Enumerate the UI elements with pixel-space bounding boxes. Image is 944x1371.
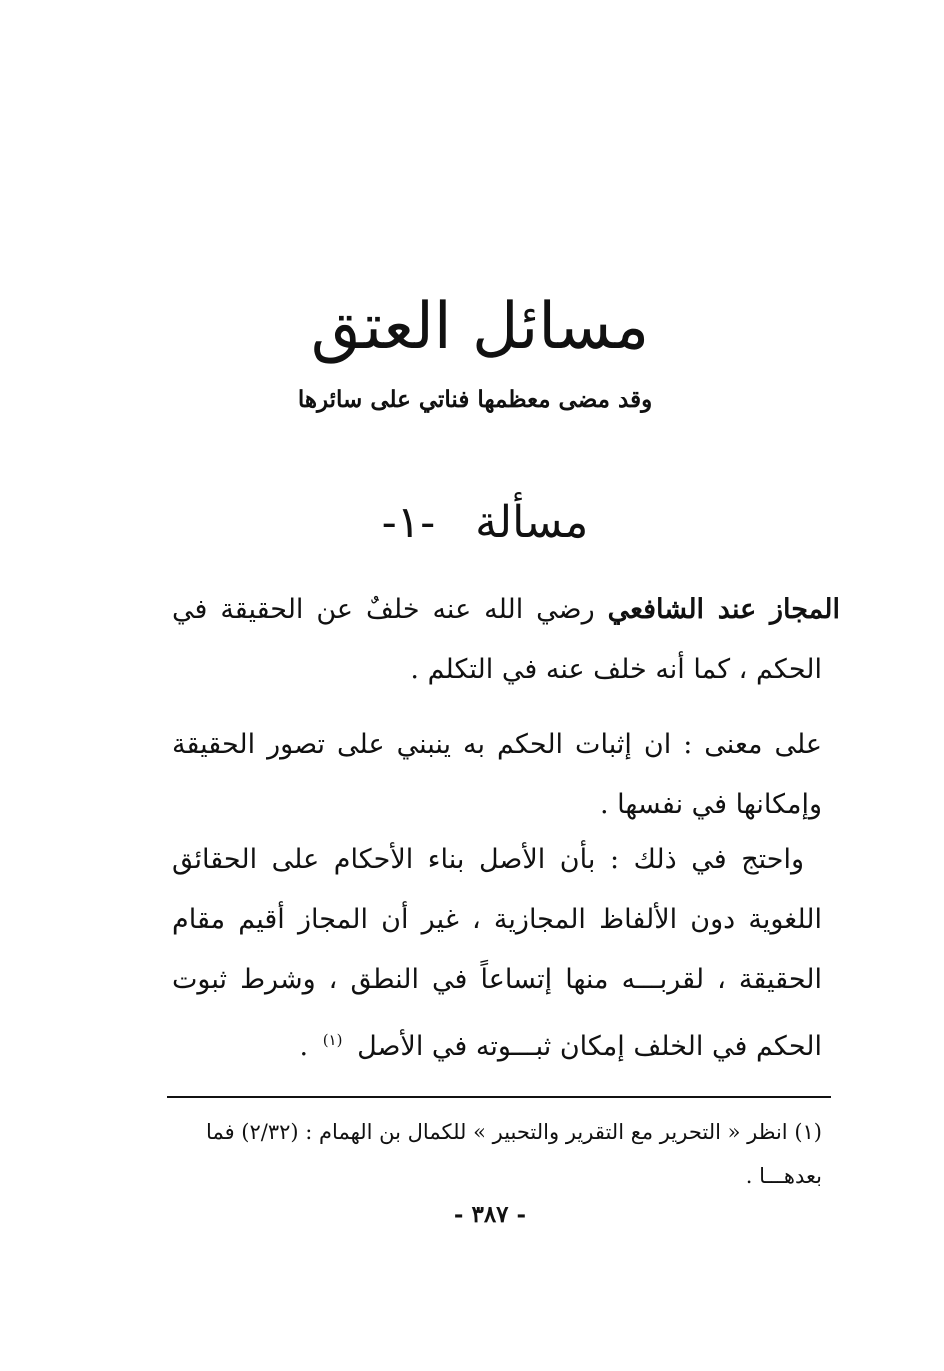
paragraph-3-end: . [299,1031,309,1062]
paragraph-3 [172,830,822,1077]
paragraph-2: على معنى : ان إثبات الحكم به ينبني على تصور الحقيقة وإمكانها في نفسها . [172,729,822,820]
paragraph-3-text: واحتج في ذلك : بأن الأصل بناء الأحكام على الحقائق اللغوية دون الألفاظ المجازية ، غير أن المجاز أقيم مقام الحقيقة ، لقربـــه منها إتساعاً في النطق ، وشرط ثبوت الحكم في الخلف إمكان ثبـــوته في الأصل [172,844,822,1062]
issue-number: -١- [381,497,436,548]
chapter-title: مسائل العتق [310,290,650,364]
paragraph-1-lead: المجاز عند الشافعي [607,594,840,625]
page-number: - ٣٨٧ - [453,1201,527,1228]
paragraph-1 [172,580,840,700]
paragraph-1-text: رضي الله عنه خلفٌ عن الحقيقة في الحكم ، كما أنه خلف عنه في التكلم . [172,594,822,685]
footnote: (١) انظر « التحرير مع التقرير والتحبير » للكمال بن الهمام : (٢/٣٢) فما بعدهـــا . [206,1120,822,1188]
issue-heading [340,488,630,558]
issue-label: مسألة [475,497,589,548]
footnote-divider [167,1096,831,1098]
chapter-subtitle: وقد مضى معظمها فناتي على سائرها [297,386,653,413]
footnote-reference: (١) [322,1031,343,1049]
